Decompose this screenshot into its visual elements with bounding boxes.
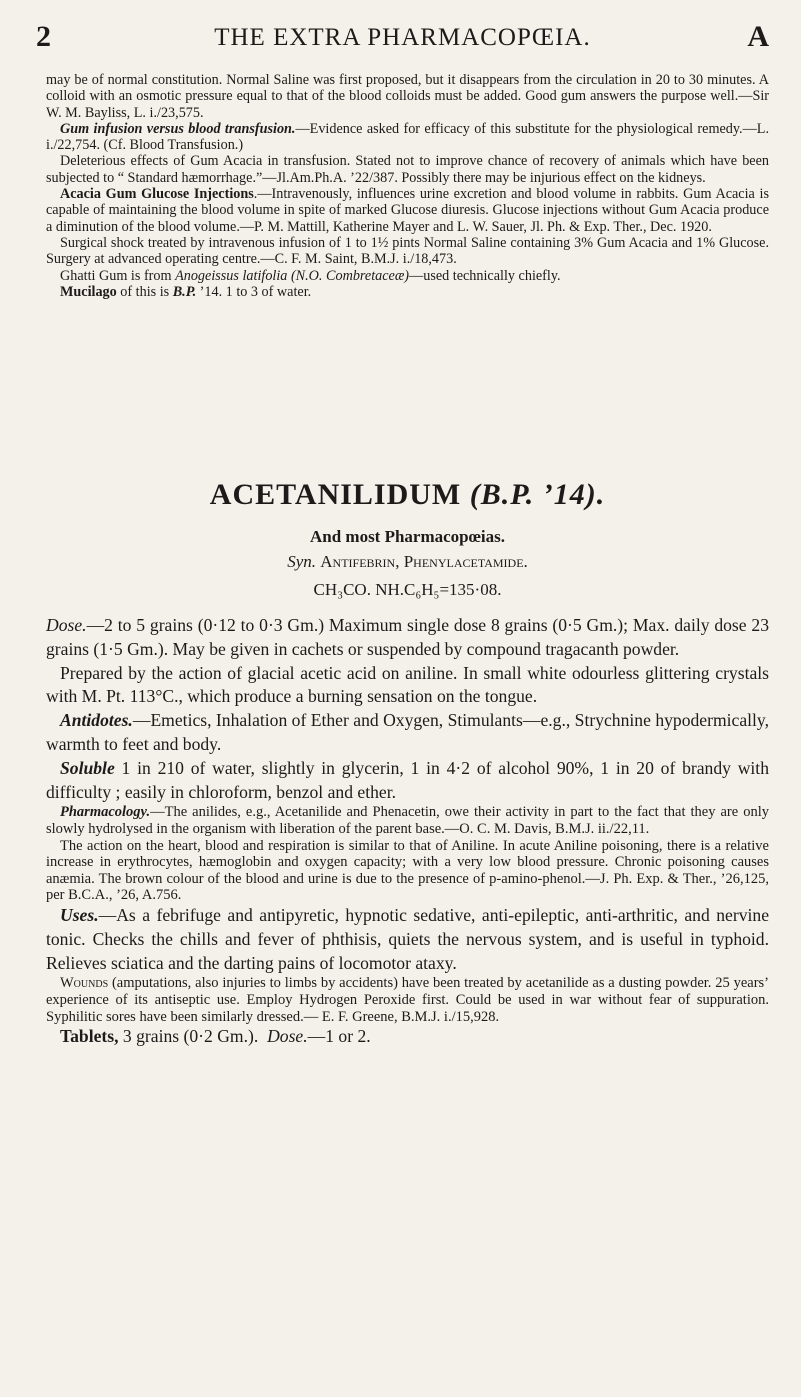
tablets-paragraph (46, 1025, 769, 1049)
note-lead: Mucilago (60, 283, 117, 300)
monograph-body (46, 614, 769, 1049)
dose-text: —2 to 5 grains (0·12 to 0·3 Gm.) Maximum single dose 8 grains (0·5 Gm.); Max. daily dose 23 grains (1·5 Gm.). May be given in cachets or suspended by compound tragacanth powder. (46, 615, 769, 659)
page-header (36, 20, 769, 60)
note-paragraph: may be of normal constitution. Normal Saline was first proposed, but it disappears from the circulation in 20 to 30 minutes. A colloid with an osmotic pressure equal to that of the blood colloids must be added. Good gum answers the purpose well.—Sir W. M. Bayliss, L. i./23,575. (46, 72, 769, 121)
tablets-dose-text: —1 or 2. (307, 1026, 371, 1047)
tablets-text: 3 grains (0·2 Gm.). (118, 1026, 259, 1047)
note-lead: Acacia Gum Glucose Injections (60, 186, 254, 203)
note-text: of this is (116, 283, 173, 300)
dose-paragraph (46, 614, 769, 662)
syn-label: Syn. (287, 552, 317, 571)
chemical-formula: CH₃CO. NH.C₆H₅=135·08. (313, 580, 502, 599)
note-text: ’14. 1 to 3 of water. (196, 283, 312, 300)
soluble-label: Soluble (60, 757, 115, 778)
uses-label: Uses. (60, 904, 99, 925)
note-paragraph: Deleterious effects of Gum Acacia in transfusion. Stated not to improve chance of recovery of animals which have been subjected to “ Standard hæmorrhage.”—Jl.Am.Ph.A. ’22/387. Possibly there may be injurious effect on the kidneys. (46, 153, 769, 186)
note-paragraph (46, 268, 769, 284)
wounds-text: (amputations, also injuries to limbs by accidents) have been treated by acetanilide as a dusting powder. 25 years’ experience of its antiseptic use. Employ Hydrogen Peroxide first. Could be used in war without fear of suppuration. Syphilitic sores have been similarly dressed.— E. F. Greene, B.M.J. i./15,928. (46, 975, 769, 1025)
note-paragraph: Surgical shock treated by intravenous infusion of 1 to 1½ pints Normal Saline containing 3% Gum Acacia and 1% Glucose. Surgery at advanced operating centre.—C. F. M. Saint, B.M.J. i./18,473. (46, 234, 769, 268)
note-text: .—Intravenously, influences urine excretion and blood volume in rabbits. Gum Acacia is capable of maintaining the blood volume in spite of marked Glucose diuresis. Glucose injections without Gum Acacia produce a diminution of the blood volume.—P. M. Mattill, Katherine Mayer and L. W. Sauer, Jl. Ph. & Exp. Ther., Dec. 1920. (46, 186, 769, 235)
running-title: THE EXTRA PHARMACOPŒIA. (214, 24, 591, 51)
wounds-label: Wounds (60, 975, 109, 992)
monograph-title (46, 478, 769, 512)
note-paragraph (46, 186, 769, 235)
monograph-subtitle: And most Pharmacopœias. (309, 527, 506, 546)
note-text: —used technically chiefly. (409, 267, 561, 284)
synonyms-line (46, 552, 769, 572)
antidotes-text: —Emetics, Inhalation of Ether and Oxygen, Stimulants—e.g., Strychnine hypodermically, warmth to feet and body. (46, 710, 769, 754)
species-name: Anogeissus latifolia (N.O. Combretaceæ) (175, 267, 410, 284)
note-paragraph (46, 284, 769, 300)
synonyms: Antifebrin, Phenylacetamide. (320, 552, 528, 571)
antidotes-label: Antidotes. (60, 710, 133, 731)
note-text: Ghatti Gum is from (60, 267, 176, 284)
note-text: —Evidence asked for efficacy of this substitute for the physiological remedy.—L. i./22,754. (Cf. Blood Transfusion.) (46, 120, 769, 154)
wounds-paragraph (46, 975, 769, 1025)
soluble-paragraph (46, 757, 769, 805)
pharmacology-text: —The anilides, e.g., Acetanilide and Phenacetin, owe their activity in part to the fact that they are only slowly hydrolysed in the organism with liberation of the parent base.—O. C. M. Davis, B.M.J. ii./22,11. (46, 804, 769, 837)
antidotes-paragraph (46, 709, 769, 757)
note-paragraph (46, 121, 769, 154)
page-number: 2 (36, 20, 51, 53)
monograph-ref: (B.P. ’14). (469, 478, 606, 511)
soluble-text: 1 in 210 of water, slightly in glycerin, 1 in 4·2 of alcohol 90%, 1 in 20 of brandy with difficulty ; easily in chloroform, benzol and ether. (46, 757, 769, 802)
continued-notes (46, 72, 769, 300)
note-lead: Gum infusion versus blood transfusion. (60, 120, 296, 137)
note-ref: B.P. (172, 283, 197, 300)
tablets-label: Tablets, (60, 1026, 119, 1047)
prepared-paragraph: Prepared by the action of glacial acetic acid on aniline. In small white odourless glittering crystals with M. Pt. 113°C., which produce a burning sensation on the tongue. (46, 662, 769, 707)
pharmacology-paragraph (46, 804, 769, 837)
pharmacology-label: Pharmacology. (60, 804, 151, 821)
pharmacology-paragraph-2: The action on the heart, blood and respiration is similar to that of Aniline. In acute Aniline poisoning, there is a relative increase in erythrocytes, hæmoglobin and oxygen capacity; with a very low blood pressure. Chronic poisoning causes anæmia. The brown colour of the blood and urine is due to the presence of p-amino-phenol.—J. Ph. Exp. & Ther., ’26,125, per B.C.A., ’26, A.756. (46, 837, 769, 904)
uses-text: —As a febrifuge and antipyretic, hypnotic sedative, anti-epileptic, anti-arthritic, and nervine tonic. Checks the chills and fever of phthisis, quiets the nervous system, and is useful in typhoid. Relieves sciatica and the darting pains of locomotor ataxy. (46, 904, 769, 973)
section-letter: A (747, 20, 769, 53)
uses-paragraph (46, 904, 769, 975)
tablets-dose-label: Dose. (267, 1026, 308, 1047)
monograph-name: ACETANILIDUM (209, 478, 462, 511)
dose-label: Dose. (46, 615, 87, 635)
